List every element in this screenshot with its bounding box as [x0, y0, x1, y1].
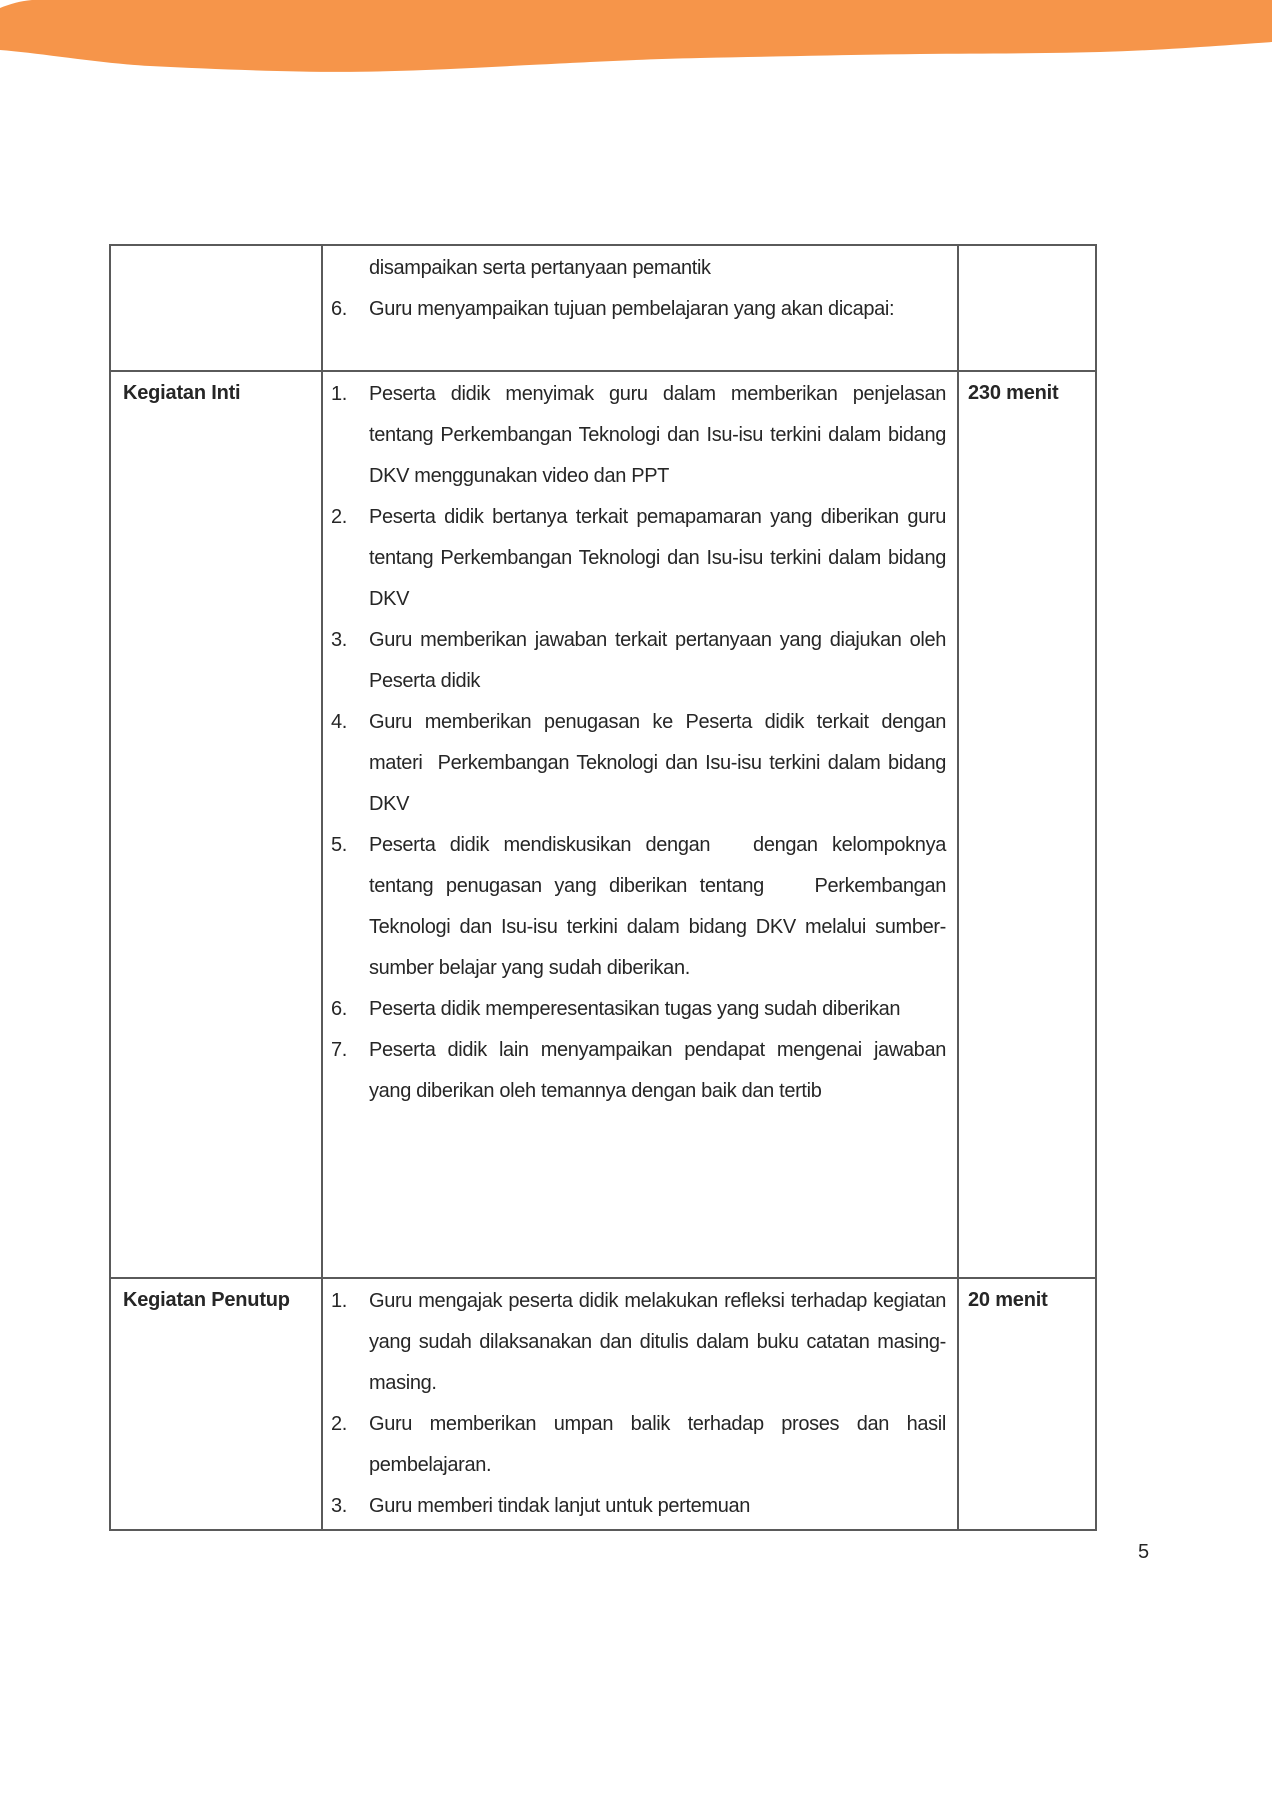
activity-label: Kegiatan Inti: [123, 382, 241, 404]
lesson-activity-table: [109, 244, 1097, 1531]
list-item: [331, 1404, 952, 1486]
list-item-text: Guru menyampaikan tujuan pembelajaran yang akan dicapai:: [369, 298, 895, 320]
list-item-number: 1.: [331, 383, 347, 405]
list-item-text: Guru memberi tindak lanjut untuk pertemuan: [369, 1495, 751, 1517]
list-item-number: 7.: [331, 1039, 347, 1061]
time-cell: [958, 245, 1096, 371]
activity-cell: [110, 245, 322, 371]
list-item-number: 6.: [331, 998, 347, 1020]
activity-cell: [110, 1278, 322, 1530]
list-item: [331, 989, 946, 1030]
list-item-number: 5.: [331, 834, 347, 856]
list-item-text: Peserta didik memperesentasikan tugas yang sudah diberikan: [369, 998, 901, 1020]
list-item: [331, 702, 952, 825]
list-item: [331, 620, 952, 702]
table-row-kegiatan-penutup: [110, 1278, 1096, 1530]
time-label: 20 menit: [968, 1289, 1048, 1311]
list-item: [331, 1281, 952, 1404]
list-item-text: Peserta didik menyimak guru dalam memberikan penjelasan tentang Perkembangan Teknologi dan Isu-isu terkini dalam bidang DKV menggunakan video dan PPT: [369, 383, 952, 487]
description-cell: [322, 1278, 958, 1530]
orange-wave-banner: [0, 0, 1272, 80]
list-item: [331, 1486, 946, 1527]
activity-cell: [110, 371, 322, 1278]
table-row-kegiatan-inti: [110, 371, 1096, 1278]
activity-label: Kegiatan Penutup: [123, 1289, 290, 1311]
time-label: 230 menit: [968, 382, 1059, 404]
time-cell: [958, 371, 1096, 1278]
list-item-text: Guru memberikan penugasan ke Peserta didik terkait dengan materi Perkembangan Teknologi dan Isu-isu terkini dalam bidang DKV: [369, 711, 952, 815]
orange-wave-shape: [0, 0, 1272, 72]
page-number: 5: [1138, 1541, 1150, 1563]
list-item-number: 2.: [331, 1413, 347, 1435]
list-item-text: Peserta didik lain menyampaikan pendapat mengenai jawaban yang diberikan oleh temannya dengan baik dan tertib: [369, 1039, 952, 1102]
list-item-text: Peserta didik mendiskusikan dengan dengan kelompoknya tentang penugasan yang diberikan tentang Perkembangan Teknologi dan Isu-isu terkini dalam bidang DKV melalui sumber-sumber belajar yang sudah diberikan.: [369, 834, 957, 979]
list-item-text: Peserta didik bertanya terkait pemapamaran yang diberikan guru tentang Perkembangan Teknologi dan Isu-isu terkini dalam bidang DKV: [369, 506, 957, 610]
list-item-number: 3.: [331, 629, 347, 651]
list-item-text: Guru memberikan umpan balik terhadap proses dan hasil pembelajaran.: [369, 1413, 952, 1476]
list-item-text: Guru mengajak peserta didik melakukan refleksi terhadap kegiatan yang sudah dilaksanakan dan ditulis dalam buku catatan masing-masing.: [369, 1290, 952, 1394]
continuation-text: disampaikan serta pertanyaan pemantik: [369, 257, 711, 279]
list-item-number: 1.: [331, 1290, 347, 1312]
description-cell: [322, 245, 958, 371]
list-item-number: 3.: [331, 1495, 347, 1517]
table-row-continuation: [110, 245, 1096, 371]
list-item: [331, 374, 952, 497]
list-item-text: Guru memberikan jawaban terkait pertanyaan yang diajukan oleh Peserta didik: [369, 629, 952, 692]
list-item-number: 6.: [331, 298, 347, 320]
time-cell: [958, 1278, 1096, 1530]
list-item-number: 2.: [331, 506, 347, 528]
list-item: [331, 289, 946, 330]
list-item: [331, 497, 957, 620]
list-item-number: 4.: [331, 711, 347, 733]
list-item: [331, 825, 957, 989]
list-item: [331, 1030, 952, 1112]
description-cell: [322, 371, 958, 1278]
